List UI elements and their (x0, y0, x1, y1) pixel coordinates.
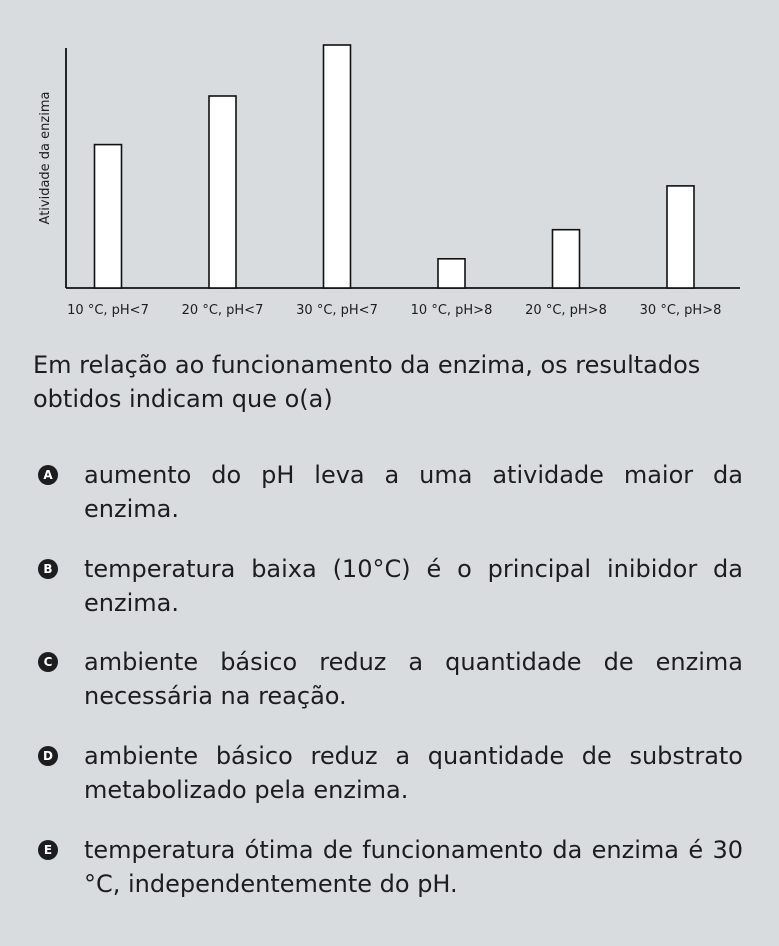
x-tick-label-4: 10 °C, pH>8 (410, 303, 493, 318)
option-a[interactable] (38, 458, 743, 526)
x-tick-label-5: 20 °C, pH>8 (525, 303, 607, 318)
x-tick-label-6: 30 °C, pH>8 (639, 303, 722, 318)
bar-4 (438, 259, 465, 288)
x-tick-labels (67, 303, 721, 318)
bar-2 (209, 96, 236, 288)
option-a-badge: A (38, 465, 58, 485)
question-text: Em relação ao funcionamento da enzima, os resultados obtidos indicam que o(a) (33, 351, 701, 413)
bar-1 (95, 145, 122, 288)
bar-5 (553, 230, 580, 288)
x-tick-label-1: 10 °C, pH<7 (67, 303, 149, 318)
option-c-text: ambiente básico reduz a quantidade de enzima necessária na reação. (84, 648, 743, 710)
y-axis-label: Atividade da enzima (38, 91, 53, 225)
option-c[interactable] (38, 645, 743, 713)
x-tick-label-2: 20 °C, pH<7 (181, 303, 264, 318)
option-c-badge: C (38, 652, 58, 672)
chart-axes (66, 48, 740, 288)
option-d-text: ambiente básico reduz a quantidade de substrato metabolizado pela enzima. (84, 742, 743, 804)
option-e-text: temperatura ótima de funcionamento da enzima é 30 °C, independentemente do pH. (84, 836, 743, 898)
option-b[interactable] (38, 552, 743, 620)
option-a-text: aumento do pH leva a uma atividade maior da enzima. (84, 461, 743, 523)
option-e[interactable] (38, 833, 743, 901)
option-b-badge: B (38, 559, 58, 579)
option-e-badge: E (38, 840, 58, 860)
option-d[interactable] (38, 739, 743, 807)
option-b-text: temperatura baixa (10°C) é o principal inibidor da enzima. (84, 555, 743, 617)
bars-group (95, 45, 695, 288)
bar-6 (667, 186, 694, 288)
bar-3 (324, 45, 351, 288)
enzyme-activity-bar-chart (0, 0, 779, 335)
x-tick-label-3: 30 °C, pH<7 (296, 303, 378, 318)
option-d-badge: D (38, 746, 58, 766)
